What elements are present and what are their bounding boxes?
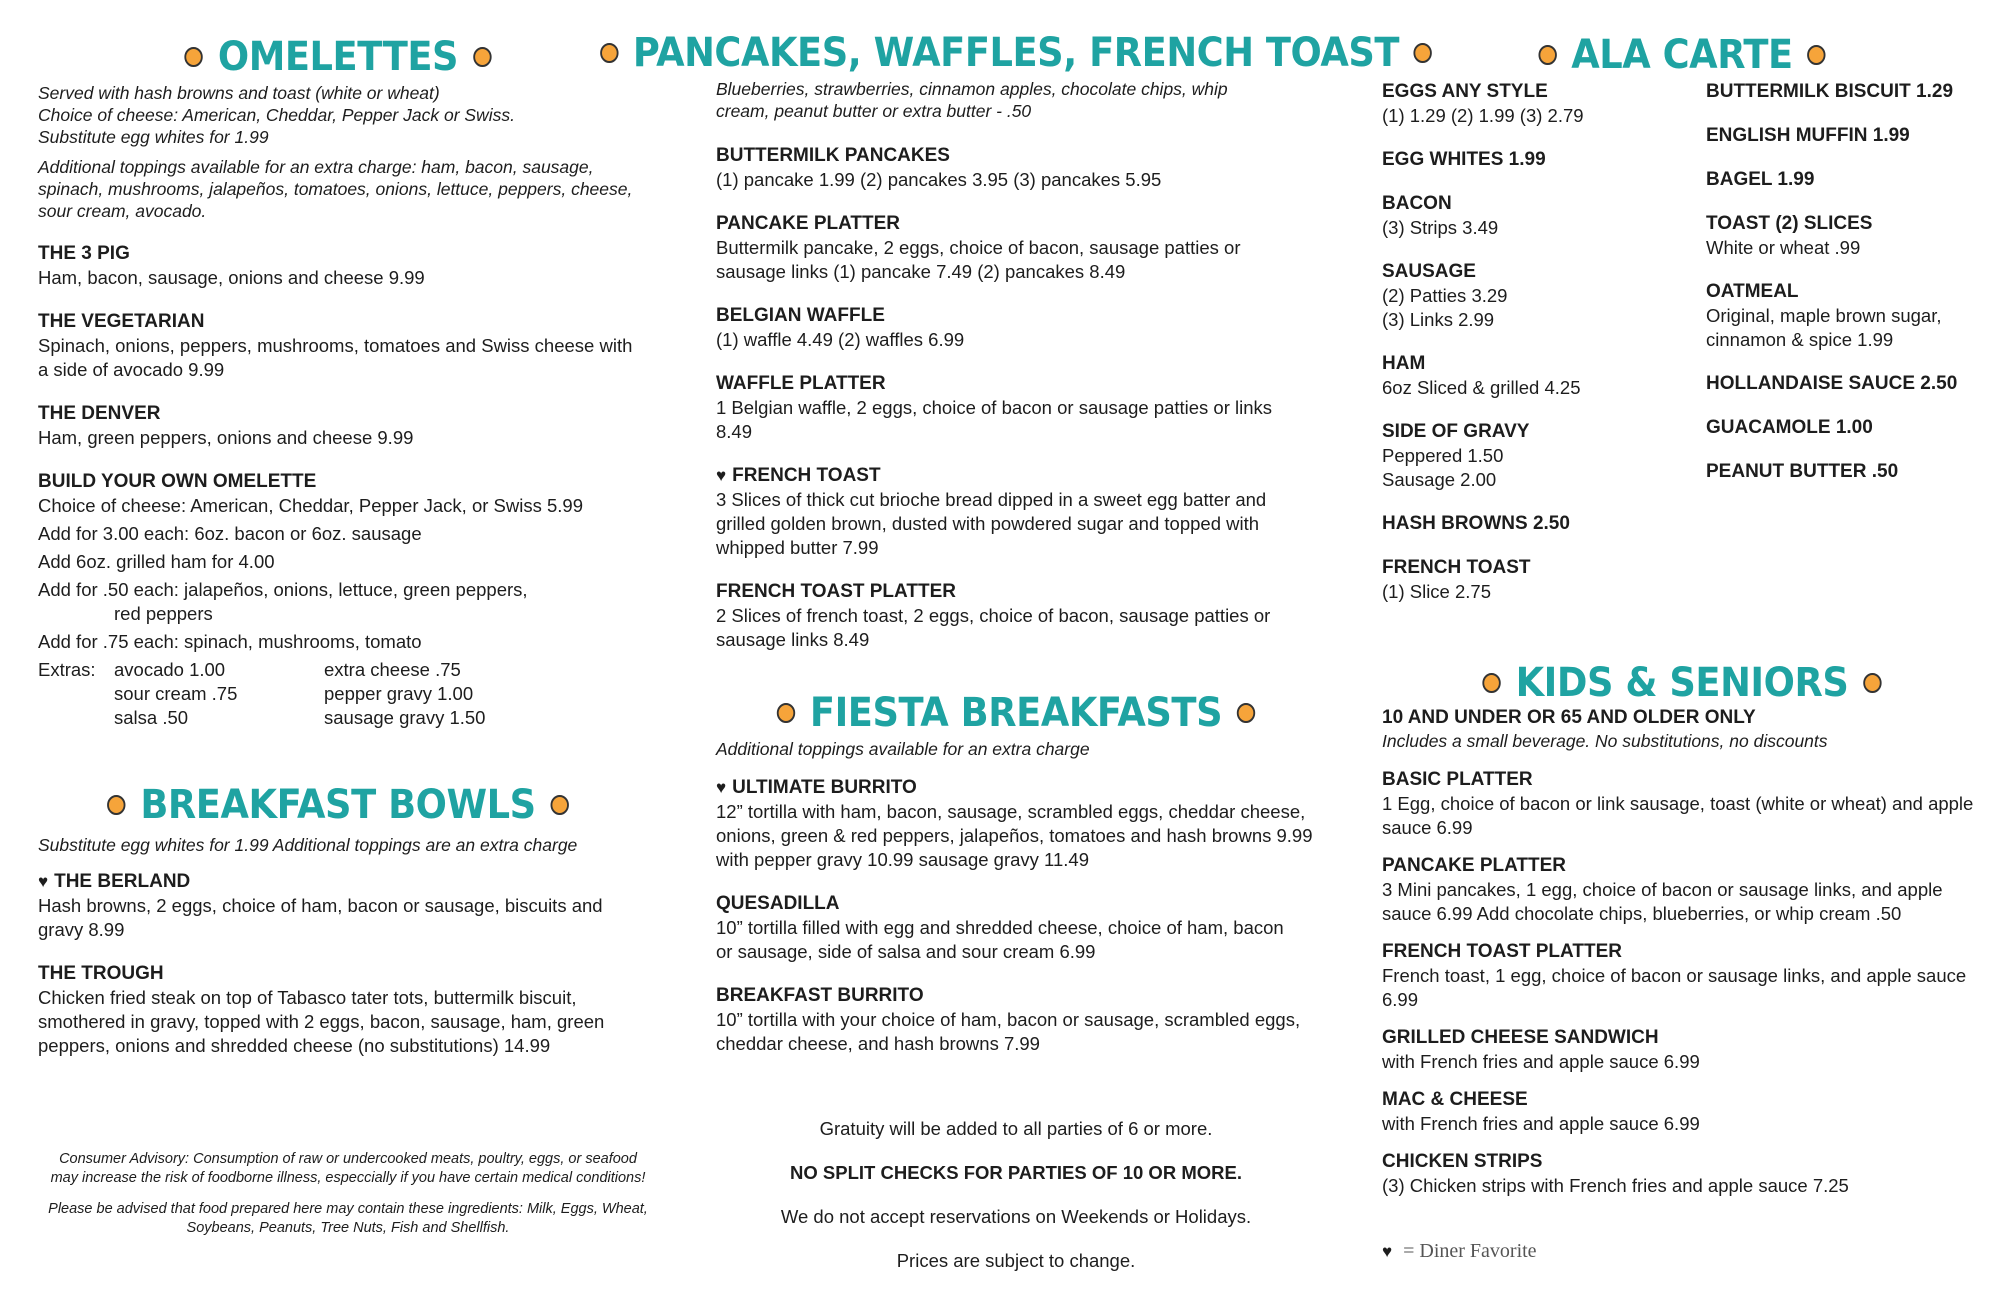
extras-label: Extras: <box>38 659 96 680</box>
omelettes-note: Choice of cheese: American, Cheddar, Pepper Jack or Swiss. <box>38 105 515 125</box>
item-desc: 10” tortilla with your choice of ham, bacon or sausage, scrambled eggs, cheddar cheese, and hash browns 7.99 <box>716 1009 1301 1054</box>
menu-item <box>1382 512 1706 536</box>
section-title <box>740 690 1292 736</box>
item-name-text: ULTIMATE BURRITO <box>732 777 917 798</box>
item-name: CHICKEN STRIPS <box>1382 1151 1543 1172</box>
item-name: THE TROUGH <box>38 963 164 984</box>
extra-item: extra cheese .75 <box>324 659 461 680</box>
bullet-dot-icon <box>550 795 568 815</box>
item-name-text: THE BERLAND <box>54 871 191 892</box>
item-desc: White or wheat .99 <box>1706 237 1861 258</box>
item-name: FRENCH TOAST PLATTER <box>1382 941 1622 962</box>
omelettes-title: OMELETTES <box>217 34 459 80</box>
omelettes-toppings-note: Additional toppings available for an extra charge: ham, bacon, sausage, spinach, mushrooms, jalapeños, tomatoes, onions, lettuce, peppers, cheese, sour cream, avocado. <box>38 157 633 221</box>
item-desc: Chicken fried steak on top of Tabasco tater tots, buttermilk biscuit, smothered in gravy, topped with 2 eggs, bacon, sausage, ham, green peppers, onions and shredded cheese (no substitutions) 14.99 <box>38 987 605 1056</box>
kids-subtitle: 10 AND UNDER OR 65 AND OLDER ONLY <box>1382 707 1756 728</box>
item-desc: 1 Belgian waffle, 2 eggs, choice of bacon or sausage patties or links 8.49 <box>716 397 1273 442</box>
section-title <box>1406 660 1958 706</box>
option-line: Add 6oz. grilled ham for 4.00 <box>38 551 275 572</box>
item-name: BUILD YOUR OWN OMELETTE <box>38 471 317 492</box>
item-name: BUTTERMILK PANCAKES <box>716 145 950 166</box>
menu-item <box>38 962 638 1058</box>
item-name <box>716 464 1316 488</box>
item-desc: 12” tortilla with ham, bacon, sausage, scrambled eggs, cheddar cheese, onions, green & red peppers, jalapeños, tomatoes and hash browns 9.99 with pepper gravy 10.99 sausage gravy 11.49 <box>716 801 1313 870</box>
item-name: MAC & CHEESE <box>1382 1089 1528 1110</box>
item-desc: 3 Mini pancakes, 1 egg, choice of bacon or sausage links, and apple sauce 6.99 Add chocolate chips, blueberries, or whip cream .50 <box>1382 879 1943 924</box>
menu-item <box>1382 940 1982 1012</box>
bullet-dot-icon <box>600 43 618 63</box>
menu-item <box>1706 80 1982 104</box>
item-name: BELGIAN WAFFLE <box>716 305 885 326</box>
menu-item <box>716 464 1316 560</box>
prices-text: Prices are subject to change. <box>896 1250 1136 1271</box>
item-desc: (2) Patties 3.29 <box>1382 285 1508 306</box>
item-name: PANCAKE PLATTER <box>1382 855 1567 876</box>
menu-item <box>1382 260 1706 332</box>
ala-title: ALA CARTE <box>1571 32 1793 78</box>
menu-item <box>1706 372 1982 396</box>
item-name: THE 3 PIG <box>38 243 130 264</box>
section-title <box>62 782 614 828</box>
section-omelettes <box>38 34 638 730</box>
item-name: HAM <box>1382 353 1426 374</box>
item-desc: Ham, green peppers, onions and cheese 9.99 <box>38 427 414 448</box>
legend-text: = Diner Favorite <box>1398 1240 1537 1262</box>
menu-item <box>1382 1026 1982 1074</box>
menu-item <box>1706 416 1982 440</box>
extra-item: salsa .50 <box>114 707 189 728</box>
item-name: BAGEL 1.99 <box>1706 169 1815 190</box>
section-pancakes <box>632 30 1400 652</box>
item-desc: (1) Slice 2.75 <box>1382 581 1491 602</box>
kids-note: Includes a small beverage. No substitutions, no discounts <box>1382 731 1828 751</box>
ala-carte-right <box>1706 80 1982 604</box>
bullet-dot-icon <box>1538 45 1556 65</box>
extra-item: pepper gravy 1.00 <box>324 683 474 704</box>
item-desc: Hash browns, 2 eggs, choice of ham, bacon or sausage, biscuits and gravy 8.99 <box>38 895 603 940</box>
item-desc: (3) Chicken strips with French fries and apple sauce 7.25 <box>1382 1175 1849 1196</box>
kids-title: KIDS & SENIORS <box>1515 660 1849 706</box>
bullet-dot-icon <box>1237 703 1255 723</box>
bowls-title: BREAKFAST BOWLS <box>140 782 536 828</box>
extra-item: sour cream .75 <box>114 683 238 704</box>
bullet-dot-icon <box>473 47 491 67</box>
consumer-advisory <box>48 1150 648 1250</box>
menu-item <box>1382 420 1706 492</box>
menu-item <box>716 144 1316 192</box>
item-name: THE VEGETARIAN <box>38 311 205 332</box>
reservations-text: We do not accept reservations on Weekends or Holidays. <box>780 1206 1252 1227</box>
menu-item <box>1706 280 1982 352</box>
menu-item <box>1382 352 1706 400</box>
menu-item <box>38 310 638 382</box>
item-name: THE DENVER <box>38 403 161 424</box>
menu-item <box>1382 768 1982 840</box>
item-name: PEANUT BUTTER .50 <box>1706 461 1899 482</box>
item-desc: Original, maple brown sugar, cinnamon & spice 1.99 <box>1706 305 1942 350</box>
pancakes-note: Blueberries, strawberries, cinnamon apples, chocolate chips, whip cream, peanut butter or extra butter - .50 <box>716 79 1228 121</box>
menu-item-build-your-own <box>38 470 638 730</box>
item-name: BUTTERMILK BISCUIT 1.29 <box>1706 81 1954 102</box>
item-desc: Spinach, onions, peppers, mushrooms, tomatoes and Swiss cheese with a side of avocado 9.99 <box>38 335 633 380</box>
item-name: BASIC PLATTER <box>1382 769 1533 790</box>
extra-item: sausage gravy 1.50 <box>324 707 486 728</box>
option-line: red peppers <box>114 603 213 624</box>
item-desc: (1) 1.29 (2) 1.99 (3) 2.79 <box>1382 105 1584 126</box>
menu-item <box>1382 556 1706 604</box>
item-name: GUACAMOLE 1.00 <box>1706 417 1873 438</box>
item-name: EGG WHITES 1.99 <box>1382 149 1546 170</box>
item-name: HASH BROWNS 2.50 <box>1382 513 1570 534</box>
item-name: TOAST (2) SLICES <box>1706 213 1873 234</box>
menu-item <box>38 870 638 942</box>
allergen-text: Please be advised that food prepared here may contain these ingredients: Milk, Eggs, Wheat, Soybeans, Peanuts, Tree Nuts, Fish and Shellfish. <box>48 1201 648 1236</box>
menu-item <box>716 212 1316 284</box>
section-ala-carte <box>1382 32 1982 78</box>
item-name: BREAKFAST BURRITO <box>716 985 924 1006</box>
item-name: ENGLISH MUFFIN 1.99 <box>1706 125 1910 146</box>
heart-icon: ♥ <box>38 872 49 891</box>
bullet-dot-icon <box>1863 673 1881 693</box>
menu-item <box>38 242 638 290</box>
item-name: BACON <box>1382 193 1452 214</box>
item-name <box>716 776 1316 800</box>
item-name: SAUSAGE <box>1382 261 1476 282</box>
menu-item <box>716 304 1316 352</box>
menu-item <box>1382 148 1706 172</box>
section-title <box>1406 32 1958 78</box>
bullet-dot-icon <box>185 47 203 67</box>
item-name <box>38 870 638 894</box>
item-name: OATMEAL <box>1706 281 1799 302</box>
menu-item <box>1706 212 1982 260</box>
menu-item <box>716 372 1316 444</box>
section-title <box>632 30 1400 76</box>
item-desc: 6oz Sliced & grilled 4.25 <box>1382 377 1581 398</box>
menu-item <box>1382 192 1706 240</box>
item-desc: with French fries and apple sauce 6.99 <box>1382 1051 1700 1072</box>
item-name: EGGS ANY STYLE <box>1382 81 1548 102</box>
bullet-dot-icon <box>777 703 795 723</box>
menu-item <box>1706 124 1982 148</box>
omelettes-note: Served with hash browns and toast (white or wheat) <box>38 83 440 103</box>
item-desc: Ham, bacon, sausage, onions and cheese 9.99 <box>38 267 425 288</box>
option-line: Add for 3.00 each: 6oz. bacon or 6oz. sausage <box>38 523 422 544</box>
menu-item <box>1382 80 1706 128</box>
fiesta-title: FIESTA BREAKFASTS <box>809 690 1223 736</box>
item-desc: Buttermilk pancake, 2 eggs, choice of bacon, sausage patties or sausage links (1) pancake 7.49 (2) pancakes 8.49 <box>716 237 1241 282</box>
advisory-text: Consumer Advisory: Consumption of raw or undercooked meats, poultry, eggs, or seafood may increase the risk of foodborne illness, especcially if you have certain medical conditions! <box>50 1151 646 1186</box>
ala-carte-left <box>1382 80 1706 604</box>
menu-item <box>1706 168 1982 192</box>
item-desc: (1) pancake 1.99 (2) pancakes 3.95 (3) pancakes 5.95 <box>716 169 1162 190</box>
pancakes-title: PANCAKES, WAFFLES, FRENCH TOAST <box>632 30 1400 76</box>
option-line: Add for .50 each: jalapeños, onions, lettuce, green peppers, <box>38 579 528 600</box>
bullet-dot-icon <box>1482 673 1500 693</box>
menu-item <box>716 580 1316 652</box>
diner-favorite-legend <box>1382 1240 1537 1263</box>
item-desc: (3) Links 2.99 <box>1382 309 1495 330</box>
item-desc: French toast, 1 egg, choice of bacon or sausage links, and apple sauce 6.99 <box>1382 965 1967 1010</box>
split-check-text: NO SPLIT CHECKS FOR PARTIES OF 10 OR MORE. <box>790 1162 1242 1183</box>
option-line: Add for .75 each: spinach, mushrooms, tomato <box>38 631 422 652</box>
item-desc: 3 Slices of thick cut brioche bread dipped in a sweet egg batter and grilled golden brown, dusted with powdered sugar and topped with whipped butter 7.99 <box>716 489 1267 558</box>
menu-item <box>716 892 1316 964</box>
menu-item <box>716 776 1316 872</box>
fiesta-note: Additional toppings available for an extra charge <box>716 739 1090 759</box>
bullet-dot-icon <box>107 795 125 815</box>
bullet-dot-icon <box>1807 45 1825 65</box>
item-name: FRENCH TOAST PLATTER <box>716 581 956 602</box>
menu-item <box>716 984 1316 1056</box>
item-desc: with French fries and apple sauce 6.99 <box>1382 1113 1700 1134</box>
section-breakfast-bowls <box>38 782 638 1058</box>
menu-item <box>1382 1150 1982 1198</box>
section-kids-seniors <box>1382 660 1982 1198</box>
item-desc: Choice of cheese: American, Cheddar, Pepper Jack, or Swiss 5.99 <box>38 495 584 516</box>
section-title <box>62 34 614 80</box>
item-desc: 1 Egg, choice of bacon or link sausage, toast (white or wheat) and apple sauce 6.99 <box>1382 793 1974 838</box>
heart-icon: ♥ <box>716 466 727 485</box>
item-desc: 10” tortilla filled with egg and shredded cheese, choice of ham, bacon or sausage, side of salsa and sour cream 6.99 <box>716 917 1284 962</box>
item-name: QUESADILLA <box>716 893 840 914</box>
item-name: GRILLED CHEESE SANDWICH <box>1382 1027 1659 1048</box>
item-name-text: FRENCH TOAST <box>732 465 881 486</box>
item-name: PANCAKE PLATTER <box>716 213 901 234</box>
menu-item <box>1706 460 1982 484</box>
section-fiesta <box>716 690 1316 1056</box>
gratuity-text: Gratuity will be added to all parties of 6 or more. <box>819 1118 1213 1139</box>
item-name: HOLLANDAISE SAUCE 2.50 <box>1706 373 1958 394</box>
menu-item <box>38 402 638 450</box>
item-desc: Sausage 2.00 <box>1382 469 1497 490</box>
extras-grid <box>38 658 638 730</box>
policy-footer <box>716 1117 1316 1293</box>
bowls-note: Substitute egg whites for 1.99 Additional toppings are an extra charge <box>38 835 578 855</box>
heart-icon: ♥ <box>1382 1242 1393 1261</box>
extra-item: avocado 1.00 <box>114 659 226 680</box>
ala-carte-grid <box>1382 80 1982 604</box>
omelettes-note: Substitute egg whites for 1.99 <box>38 127 269 147</box>
item-desc: (3) Strips 3.49 <box>1382 217 1499 238</box>
item-desc: (1) waffle 4.49 (2) waffles 6.99 <box>716 329 965 350</box>
menu-item <box>1382 854 1982 926</box>
item-desc: Peppered 1.50 <box>1382 445 1504 466</box>
menu-item <box>1382 1088 1982 1136</box>
item-desc: 2 Slices of french toast, 2 eggs, choice of bacon, sausage patties or sausage links 8.49 <box>716 605 1271 650</box>
item-name: WAFFLE PLATTER <box>716 373 886 394</box>
heart-icon: ♥ <box>716 778 727 797</box>
item-name: FRENCH TOAST <box>1382 557 1531 578</box>
item-name: SIDE OF GRAVY <box>1382 421 1530 442</box>
